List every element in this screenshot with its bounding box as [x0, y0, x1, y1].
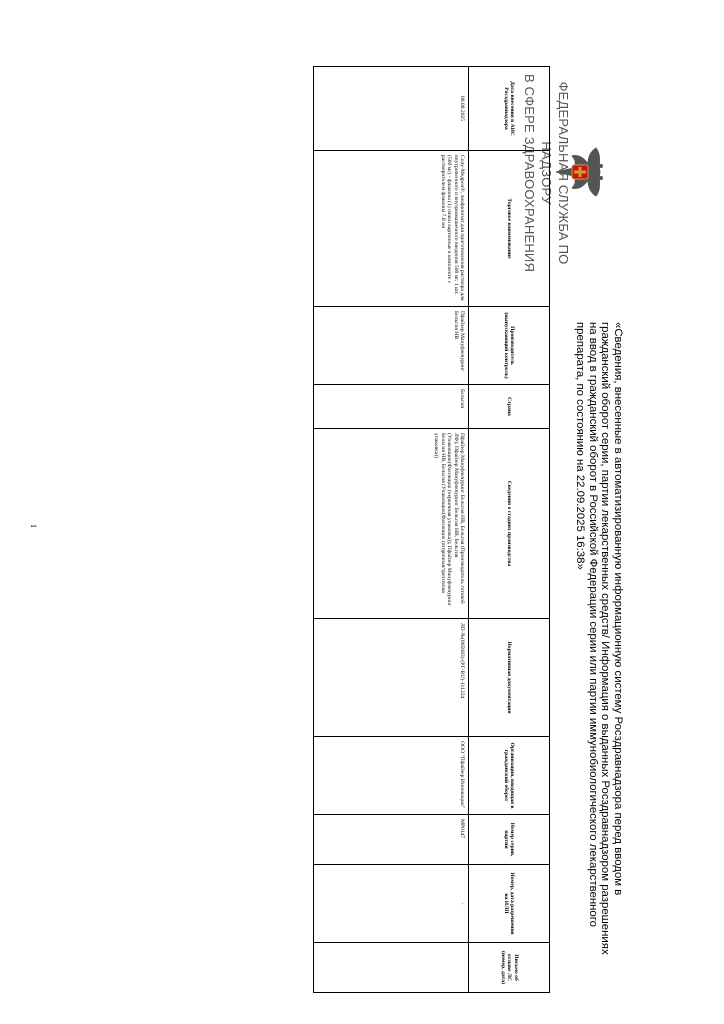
cell-country: Бельгия [314, 385, 469, 429]
cell-normative-doc: ЛП-№(005683)-(РГ-RU)-111224 [314, 619, 469, 737]
col-ilp-permit: Номер, дата разрешения на ИЛП [469, 865, 550, 943]
agency-line-1: ФЕДЕРАЛЬНАЯ СЛУЖБА ПО НАДЗОРУ [539, 81, 571, 265]
agency-line-2: В СФЕРЕ ЗДРАВООХРАНЕНИЯ [522, 73, 537, 273]
col-normative-doc: Нормативная документация [469, 619, 550, 737]
cell-manufacturer: Пфайзер Мануфэкчуринг Бельгия НВ [314, 307, 469, 385]
cell-recall-letter [314, 943, 469, 993]
col-batch: Номер серии, партии [469, 815, 550, 865]
cell-organization: ООО "Пфайзер Инновации" [314, 737, 469, 815]
table-row [314, 67, 469, 993]
cell-trade-name: Солу-Медрол®, лиофилизат для приготовления раствора для внутривенного и внутримышечного введения 500 мг, 1 шт. (500 мг) - флаконы (1) пачки картонные в комплекте с растворителем флаконы 7.8 мл [314, 151, 469, 307]
col-date: Дата внесения в АИС Росздравнадзора [469, 67, 550, 151]
col-manufacturer: Производитель (выпускающий контроль) [469, 307, 550, 385]
col-country: Страна [469, 385, 550, 429]
cell-date: 08.08.2025 [314, 67, 469, 151]
document-title: «Сведения, внесенные в автоматизированную информационную систему Росздравнадзора перед вводом в гражданский оборот серии, партии лекарственных средств/ Информация о выданных Росздравнадзором разрешениях на ввод в гражданский оборот в Российской Федерации серии или партии иммунобиологического лекарственного препарата, по состоянию на 22.09.2025 16:38» [574, 322, 624, 955]
col-stages: Сведения о стадиях производства [469, 429, 550, 619]
cell-stages: Пфайзер Мануфэкчуринг Бельгия НВ, Бельгия (Производитель готовой ЛФ); Пфайзер Мануфэкчуринг Бельгия НВ, Бельгия (Упаковщик(Фасовщик (первичная упаковка)); Пфайзер Мануфэкчуринг Бельгия НВ, Бельгия (Упаковщик(Фасовщик (вторичная/третичная упаковка)) [314, 429, 469, 619]
col-organization: Организация, вводящая в гражданский оборот [469, 737, 550, 815]
batch-table [313, 66, 550, 993]
col-recall-letter: Письмо об отзыве ЛС (номер, дата) [469, 943, 550, 993]
page-number: 1 [29, 524, 38, 528]
table-header-row [469, 67, 550, 993]
col-trade-name: Торговое наименование [469, 151, 550, 307]
cell-ilp-permit: - [314, 865, 469, 943]
cell-batch: МР0147 [314, 815, 469, 865]
